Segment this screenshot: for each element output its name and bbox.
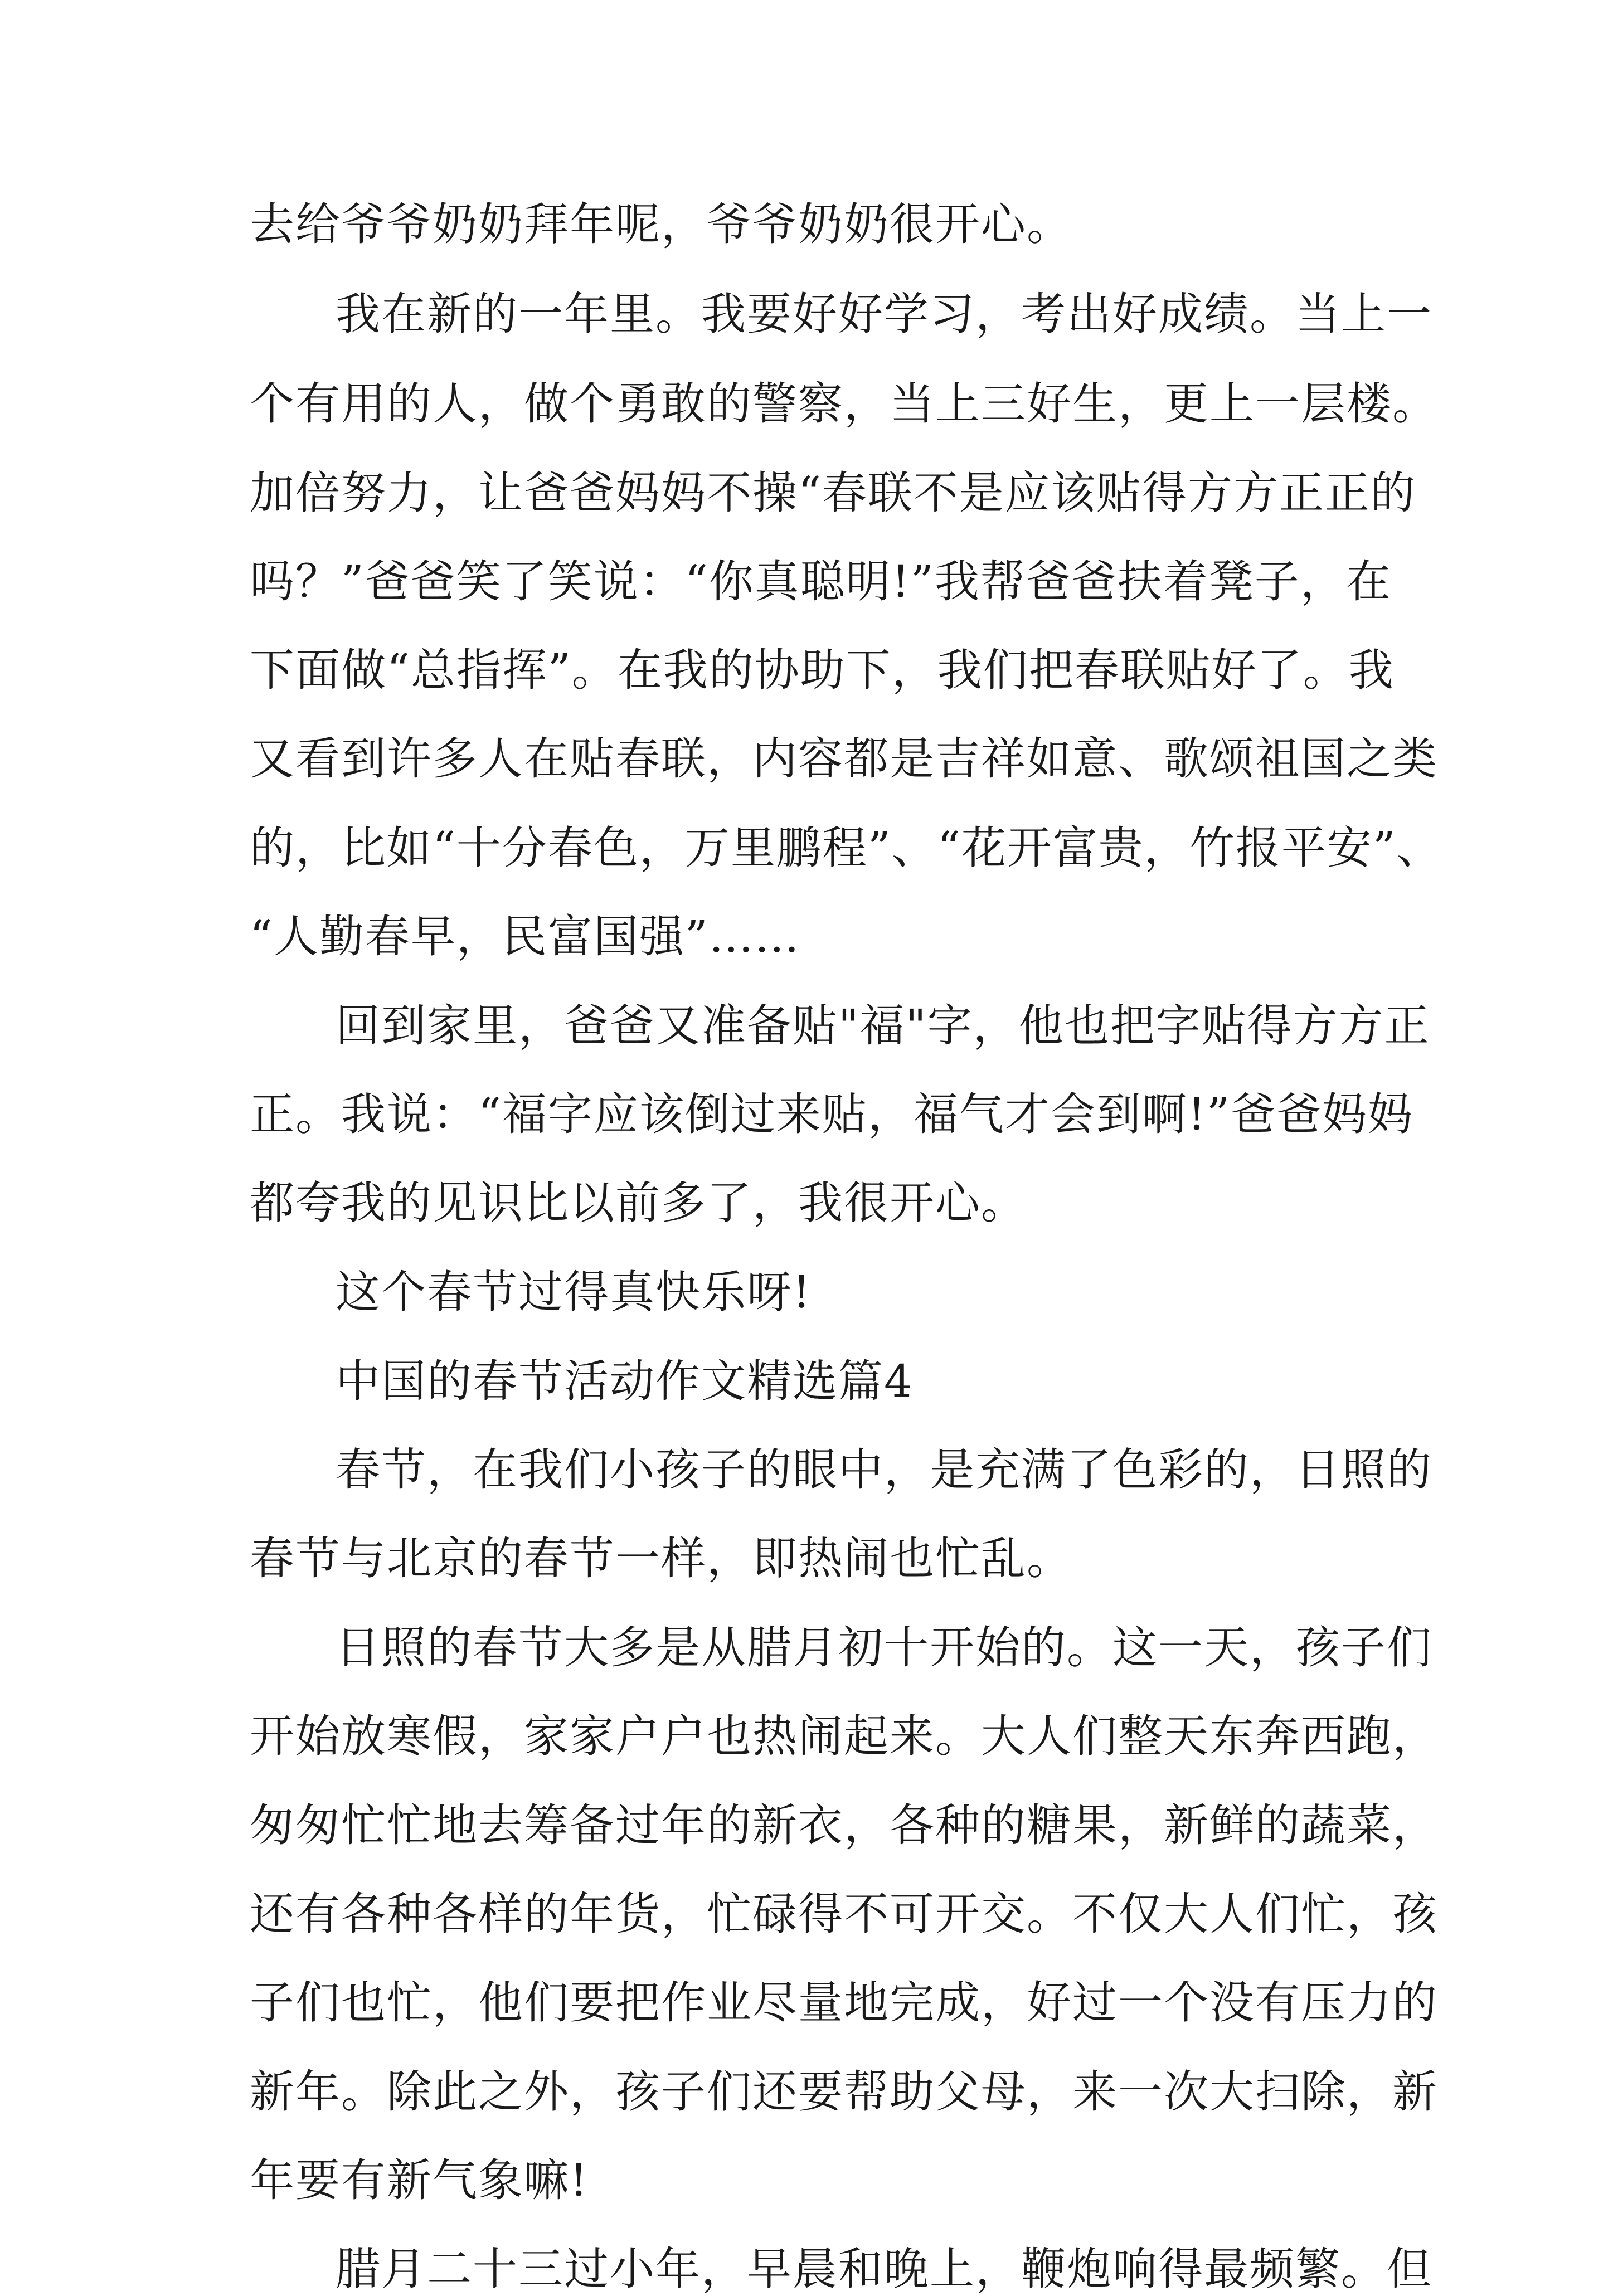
text-line-16: 春节与北京的春节一样，即热闹也忙乱。: [250, 1533, 1072, 1584]
text-line-23: 年要有新气象嘛!: [250, 2154, 589, 2206]
text-line-11: 正。我说：“福字应该倒过来贴，福气才会到啊!”爸爸妈妈: [250, 1088, 1413, 1140]
text-line-10: 回到家里，爸爸又准备贴"福"字，他也把字贴得方方正: [336, 1000, 1430, 1052]
text-line-4: 加倍努力，让爸爸妈妈不操“春联不是应该贴得方方正正的: [250, 467, 1416, 519]
text-line-21: 子们也忙，他们要把作业尽量地完成，好过一个没有压力的: [250, 1977, 1438, 2029]
text-line-8: 的，比如“十分春色，万里鹏程”、“花开富贵，竹报平安”、: [250, 822, 1442, 874]
text-line-2: 我在新的一年里。我要好好学习，考出好成绩。当上一: [336, 288, 1432, 340]
text-line-12: 都夸我的见识比以前多了，我很开心。: [250, 1177, 1027, 1229]
text-line-18: 开始放寒假，家家户户也热闹起来。大人们整天东奔西跑，: [250, 1710, 1438, 1762]
text-line-9: “人勤春早，民富国强”……: [250, 911, 800, 962]
text-line-19: 匆匆忙忙地去筹备过年的新衣，各种的糖果，新鲜的蔬菜，: [250, 1799, 1438, 1851]
text-line-5: 吗？”爸爸笑了笑说：“你真聪明!”我帮爸爸扶着凳子，在: [250, 556, 1392, 607]
text-line-3: 个有用的人，做个勇敢的警察，当上三好生，更上一层楼。: [250, 378, 1438, 430]
text-line-1: 去给爷爷奶奶拜年呢，爷爷奶奶很开心。: [250, 198, 1072, 250]
text-line-17: 日照的春节大多是从腊月初十开始的。这一天，孩子们: [336, 1622, 1432, 1674]
section-heading: 中国的春节活动作文精选篇4: [336, 1355, 914, 1407]
text-line-20: 还有各种各样的年货，忙碌得不可开交。不仅大人们忙，孩: [250, 1888, 1438, 1940]
text-line-24: 腊月二十三过小年，早晨和晚上，鞭炮响得最频繁。但: [336, 2243, 1432, 2295]
text-line-7: 又看到许多人在贴春联，内容都是吉祥如意、歌颂祖国之类: [250, 733, 1438, 785]
text-line-6: 下面做“总指挥”。在我的协助下，我们把春联贴好了。我: [250, 644, 1395, 696]
text-line-13: 这个春节过得真快乐呀!: [336, 1266, 812, 1318]
text-line-15: 春节，在我们小孩子的眼中，是充满了色彩的，日照的: [336, 1444, 1432, 1496]
text-line-22: 新年。除此之外，孩子们还要帮助父母，来一次大扫除，新: [250, 2066, 1438, 2118]
